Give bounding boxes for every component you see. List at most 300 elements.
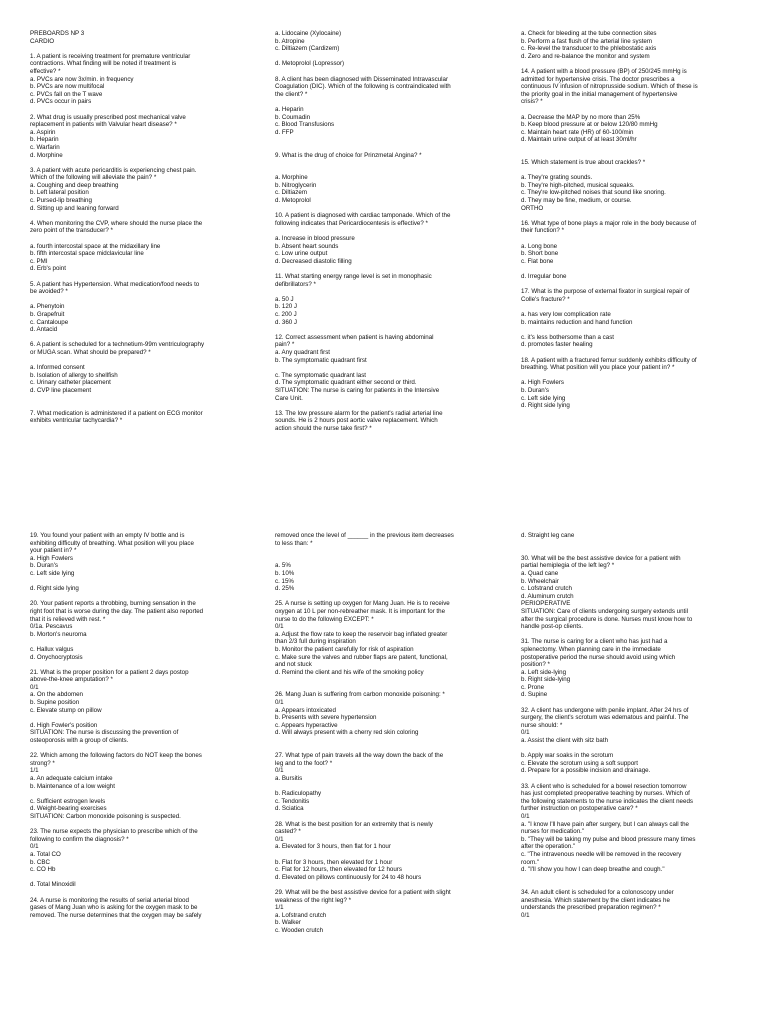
text-line: 14. A patient with a blood pressure (BP) of 250/245 mmHg is bbox=[521, 67, 687, 75]
text-line: a. An adequate calcium intake bbox=[30, 775, 113, 782]
text-line: c. Elevate the scrotum using a soft support bbox=[521, 759, 638, 767]
blank-line bbox=[521, 631, 743, 639]
text-line: a. Increase in blood pressure bbox=[275, 235, 355, 243]
blank-line bbox=[275, 326, 497, 334]
text-line: d. Metoprolol bbox=[275, 197, 311, 205]
text-line: c. Urinary catheter placement bbox=[30, 379, 111, 387]
blank-line bbox=[521, 326, 743, 334]
text-line: after the surgical procedure is done. Nurses must know how to bbox=[521, 615, 693, 623]
text-line: c. Tendonitis bbox=[275, 797, 310, 805]
text-line: 0/1 bbox=[521, 729, 530, 737]
text-line: oxygen at 10 L per non-rebreather mask. It is important for the bbox=[275, 607, 446, 615]
text-line: 18. A patient with a fractured femur suddenly exhibits difficulty of bbox=[521, 356, 697, 364]
text-line: room." bbox=[521, 858, 540, 866]
text-line: understands the prescribed preparation regimen? * bbox=[521, 904, 661, 912]
text-line: exhibits ventricular tachycardia? * bbox=[30, 417, 123, 425]
text-line: 9. What is the drug of choice for Prinzmetal Angina? * bbox=[275, 151, 422, 159]
text-line: 15. Which statement is true about crackles? * bbox=[521, 159, 646, 167]
text-line: d. They may be fine, medium, or course. bbox=[521, 197, 632, 205]
text-line: c. Flat for 12 hours, then elevated for 12 hours bbox=[275, 866, 402, 874]
blank-line bbox=[275, 167, 497, 175]
text-line: a. Check for bleeding at the tube connection sites bbox=[521, 30, 657, 37]
text-line: nurse to do the following EXCEPT: * bbox=[275, 615, 374, 623]
text-line: b. Grapefruit bbox=[30, 310, 65, 318]
text-line: d. promotes faster healing bbox=[521, 341, 593, 349]
text-line: the priority goal in the initial management of hypertensive bbox=[521, 90, 678, 98]
text-line: d. Zero and re-balance the monitor and system bbox=[521, 52, 650, 60]
text-line: c. Low urine output bbox=[275, 250, 328, 258]
blank-line bbox=[275, 288, 497, 296]
page1-column-1 bbox=[30, 30, 252, 425]
text-line: c. Diltiazem bbox=[275, 189, 307, 197]
text-line: a. Decrease the MAP by no more than 25% bbox=[521, 113, 641, 121]
text-line: action should the nurse take first? * bbox=[275, 424, 372, 432]
text-line: d. Right side lying bbox=[521, 402, 570, 410]
text-line: b. The symptomatic quadrant first bbox=[275, 356, 367, 364]
text-line: b. Left lateral position bbox=[30, 189, 89, 197]
text-line: 5. A patient has Hypertension. What medication/food needs to bbox=[30, 280, 200, 288]
text-line: Which of the following will alleviate the pain? * bbox=[30, 174, 157, 182]
text-line: a. Phenytoin bbox=[30, 303, 65, 311]
text-line: d. FFP bbox=[275, 128, 294, 136]
text-line: c. PVCs fall on the T wave bbox=[30, 90, 103, 98]
text-line: b. Apply war soaks in the scrotum bbox=[521, 752, 614, 760]
text-line: than 2/3 full during inspiration bbox=[275, 638, 356, 646]
text-line: nurses for medication." bbox=[521, 828, 585, 836]
text-line: the following statements to the nurse indicates the client needs bbox=[521, 797, 693, 805]
blank-line bbox=[275, 851, 497, 859]
text-line: 0/1 bbox=[275, 699, 284, 707]
text-line: a. Bursitis bbox=[275, 775, 303, 782]
text-line: d. Erb's point bbox=[30, 265, 66, 273]
blank-line bbox=[275, 783, 497, 791]
text-line: c. Left side lying bbox=[521, 394, 566, 402]
text-line: gases of Mang Juan who is asking for the oxygen mask to be bbox=[30, 904, 198, 912]
text-line: d. Remind the client and his wife of the smoking policy bbox=[275, 668, 424, 676]
text-line: a. Quad cane bbox=[521, 569, 559, 577]
text-line: 22. Which among the following factors do NOT keep the bones bbox=[30, 752, 202, 760]
text-line: a. has very low complication rate bbox=[521, 310, 611, 318]
text-line: be avoided? * bbox=[30, 288, 68, 296]
text-line: handle post-op clients. bbox=[521, 623, 583, 631]
text-line: c. Re-level the transducer to the phlebostatic axis bbox=[521, 45, 657, 53]
text-line: postoperative period the nurse should avoid using which bbox=[521, 653, 676, 661]
text-line: or MUGA scan. What should be prepared? * bbox=[30, 348, 151, 356]
blank-line bbox=[275, 555, 497, 563]
text-line: 24. A nurse is monitoring the results of serial arterial blood bbox=[30, 896, 189, 904]
text-line: d. Decreased diastolic filling bbox=[275, 257, 352, 265]
text-line: b. Nitroglycerin bbox=[275, 181, 317, 189]
text-line: partial hemiplegia of the left leg? * bbox=[521, 562, 615, 570]
blank-line bbox=[30, 296, 252, 304]
blank-line bbox=[275, 68, 497, 76]
text-line: c. Prone bbox=[521, 683, 545, 691]
text-line: removed once the level of ______ in the previous item decreases bbox=[275, 532, 454, 539]
text-line: SITUATION: The nurse is caring for patients in the Intensive bbox=[275, 386, 440, 394]
blank-line bbox=[30, 889, 252, 897]
text-line: following indicates that Pericardiocentesis is effective? * bbox=[275, 219, 428, 227]
text-line: c. They're low-pitched noises that sound like snoring. bbox=[521, 189, 666, 197]
blank-line bbox=[275, 737, 497, 745]
text-line: c. Flat bone bbox=[521, 257, 554, 265]
text-line: b. Walker bbox=[275, 919, 301, 927]
text-line: continuous IV infusion of nitroprusside sodium. Which of these is bbox=[521, 83, 698, 91]
text-line: c. Sufficient estrogen levels bbox=[30, 797, 106, 805]
blank-line bbox=[275, 53, 497, 61]
text-line: d. The symptomatic quadrant either second or third. bbox=[275, 379, 417, 387]
text-line: 7. What medication is administered if a patient on ECG monitor bbox=[30, 409, 203, 417]
text-line: c. Cantaloupe bbox=[30, 318, 69, 326]
text-line: b. Flat for 3 hours, then elevated for 1 hour bbox=[275, 858, 393, 866]
blank-line bbox=[521, 106, 743, 114]
text-line: c. Elevate stump on pillow bbox=[30, 706, 102, 714]
text-line: pain? * bbox=[275, 341, 295, 349]
text-line: d. Total Minoxidil bbox=[30, 881, 76, 889]
text-line: PREBOARDS NP 3 bbox=[30, 30, 85, 37]
text-line: d. Prepare for a possible incision and drainage. bbox=[521, 767, 651, 775]
text-line: b. PVCs are now multifocal bbox=[30, 83, 105, 91]
text-line: a. Lofstrand crutch bbox=[275, 911, 327, 919]
blank-line bbox=[521, 349, 743, 357]
blank-line bbox=[30, 402, 252, 410]
text-line: c. The symptomatic quadrant last bbox=[275, 371, 367, 379]
text-line: b. Supine position bbox=[30, 699, 80, 707]
page1-column-2 bbox=[275, 30, 497, 432]
text-line: d. CVP line placement bbox=[30, 386, 92, 394]
text-line: a. Adjust the flow rate to keep the reservoir bag inflated greater bbox=[275, 630, 448, 638]
text-line: your patient in? * bbox=[30, 547, 77, 555]
text-line: 0/1 bbox=[30, 683, 39, 691]
blank-line bbox=[521, 745, 743, 753]
text-line: a. Appears intoxicated bbox=[275, 706, 336, 714]
text-line: defibrillators? * bbox=[275, 280, 316, 288]
text-line: a. Elevated for 3 hours, then flat for 1 hour bbox=[275, 843, 391, 851]
text-line: d. Maintain urine output of at least 30ml/hr bbox=[521, 136, 637, 144]
text-line: 31. The nurse is caring for a client who has just had a bbox=[521, 638, 668, 646]
text-line: 23. The nurse expects the physician to prescribe which of the bbox=[30, 828, 198, 836]
text-line: 27. What type of pain travels all the way down the back of the bbox=[275, 752, 444, 760]
blank-line bbox=[521, 881, 743, 889]
text-line: further instruction on postoperative care? * bbox=[521, 805, 638, 813]
text-line: a. On the abdomen bbox=[30, 691, 83, 699]
text-line: b. Wheelchair bbox=[521, 577, 559, 585]
text-line: nurse should: * bbox=[521, 721, 563, 729]
text-line: b. Morton's neuroma bbox=[30, 630, 87, 638]
text-line: exhibiting difficulty of breathing. What position will you place bbox=[30, 539, 194, 547]
text-line: osteoporosis with a group of clients. bbox=[30, 737, 129, 745]
text-line: crisis? * bbox=[521, 98, 543, 106]
text-line: d. Antacid bbox=[30, 326, 58, 334]
blank-line bbox=[521, 212, 743, 220]
text-line: d. Onychocryptosis bbox=[30, 653, 83, 661]
text-line: d. Aluminum crutch bbox=[521, 592, 574, 600]
text-line: splenectomy. When planning care in the immediate bbox=[521, 645, 661, 653]
text-line: sounds. He is 2 hours post aortic valve replacement. Which bbox=[275, 417, 438, 425]
text-line: c. 15% bbox=[275, 577, 294, 585]
text-line: a. Heparin bbox=[275, 105, 304, 113]
text-line: d. Sciatica bbox=[275, 805, 304, 813]
blank-line bbox=[30, 106, 252, 114]
text-line: has just completed preoperative teaching by nurses. Which of bbox=[521, 790, 690, 798]
text-line: c. Hallux valgus bbox=[30, 645, 74, 653]
text-line: casted? * bbox=[275, 828, 301, 836]
text-line: 0/1 bbox=[521, 911, 530, 919]
text-line: replacement in patients with Valvular heart disease? * bbox=[30, 121, 177, 129]
blank-line bbox=[30, 235, 252, 243]
blank-line bbox=[275, 547, 497, 555]
text-line: a. Aspirin bbox=[30, 128, 56, 136]
text-line: leg and to the foot? * bbox=[275, 759, 333, 767]
text-line: a. Lidocaine (Xylocaine) bbox=[275, 30, 342, 37]
text-line: b. Radiculopathy bbox=[275, 790, 322, 798]
text-line: a. Total CO bbox=[30, 850, 61, 858]
page2-column-2 bbox=[275, 532, 497, 934]
blank-line bbox=[275, 144, 497, 152]
document-page-2 bbox=[0, 512, 768, 1024]
text-line: a. Any quadrant first bbox=[275, 348, 331, 356]
text-line: surgery, the client's scrotum was edematous and painful. The bbox=[521, 714, 689, 722]
text-line: a. Morphine bbox=[275, 174, 308, 182]
text-line: b. Right side-lying bbox=[521, 676, 571, 684]
text-line: SITUATION: The nurse is discussing the prevention of bbox=[30, 729, 179, 737]
blank-line bbox=[275, 881, 497, 889]
blank-line bbox=[521, 540, 743, 548]
blank-line bbox=[30, 159, 252, 167]
page1-column-3 bbox=[521, 30, 743, 410]
text-line: b. Absent heart sounds bbox=[275, 242, 339, 250]
blank-line bbox=[521, 699, 743, 707]
blank-line bbox=[30, 357, 252, 365]
text-line: SITUATION: Care of clients undergoing surgery extends until bbox=[521, 607, 689, 615]
blank-line bbox=[30, 334, 252, 342]
blank-line bbox=[275, 159, 497, 167]
text-line: c. Maintain heart rate (HR) of 60-100/min bbox=[521, 128, 634, 136]
blank-line bbox=[521, 60, 743, 68]
text-line: c. Pursed-lip breathing bbox=[30, 197, 92, 205]
text-line: 10. A patient is diagnosed with cardiac tamponade. Which of the bbox=[275, 212, 451, 220]
text-line: b. Heparin bbox=[30, 136, 59, 144]
blank-line bbox=[30, 273, 252, 281]
text-line: b. CBC bbox=[30, 858, 50, 866]
blank-line bbox=[521, 303, 743, 311]
text-line: d. Supine bbox=[521, 691, 548, 699]
text-line: 20. Your patient reports a throbbing, burning sensation in the bbox=[30, 600, 196, 608]
text-line: position? * bbox=[521, 661, 550, 669]
blank-line bbox=[30, 578, 252, 586]
text-line: c. 200 J bbox=[275, 310, 297, 318]
text-line: a. Informed consent bbox=[30, 364, 85, 372]
text-line: b. Atropine bbox=[275, 37, 305, 45]
text-line: 17. What is the purpose of external fixator in surgical repair of bbox=[521, 288, 690, 296]
blank-line bbox=[275, 593, 497, 601]
text-line: ORTHO bbox=[521, 204, 544, 212]
text-line: 6. A patient is scheduled for a technetium-99m ventriculography bbox=[30, 341, 205, 349]
text-line: 29. What will be the best assistive device for a patient with slight bbox=[275, 888, 451, 896]
text-line: d. 360 J bbox=[275, 318, 298, 326]
page2-column-1 bbox=[30, 532, 252, 919]
text-line: that it is relieved with rest. * bbox=[30, 615, 106, 623]
blank-line bbox=[30, 790, 252, 798]
text-line: 0/1a. Pescavus bbox=[30, 623, 73, 631]
blank-line bbox=[30, 395, 252, 403]
text-line: after the operation." bbox=[521, 843, 576, 851]
text-line: d. Straight leg cane bbox=[521, 532, 575, 539]
text-line: weakness of the right leg? * bbox=[275, 896, 352, 904]
text-line: d. Sitting up and leaning forward bbox=[30, 204, 119, 212]
text-line: to less than: * bbox=[275, 539, 313, 547]
text-line: a. High Fowlers bbox=[521, 379, 564, 387]
text-line: 33. A client who is scheduled for a bowel resection tomorrow bbox=[521, 782, 687, 790]
blank-line bbox=[521, 372, 743, 380]
blank-line bbox=[275, 98, 497, 106]
text-line: 4. When monitoring the CVP, where should the nurse place the bbox=[30, 219, 203, 227]
text-line: zero point of the transducer? * bbox=[30, 227, 113, 235]
text-line: 1/1 bbox=[30, 767, 39, 775]
text-line: d. Metoprolol (Lopressor) bbox=[275, 60, 345, 68]
text-line: b. They're high-pitched, musical squeaks. bbox=[521, 181, 635, 189]
text-line: a. "I know I'll have pain after surgery, but I can always call the bbox=[521, 820, 690, 828]
blank-line bbox=[275, 676, 497, 684]
text-line: d. 25% bbox=[275, 585, 295, 593]
text-line: 21. What is the proper position for a patient 2 days postop bbox=[30, 668, 189, 676]
text-line: c. Make sure the valves and rubber flaps are patent, functional, bbox=[275, 653, 448, 661]
text-line: c. Blood Transfusions bbox=[275, 121, 335, 129]
text-line: 25. A nurse is setting up oxygen for Mang Juan. He is to receive bbox=[275, 600, 450, 608]
text-line: b. Isolation of allergy to shellfish bbox=[30, 371, 118, 379]
blank-line bbox=[275, 205, 497, 213]
text-line: 8. A client has been diagnosed with Disseminated Intravascular bbox=[275, 75, 449, 83]
text-line: b. 10% bbox=[275, 569, 295, 577]
text-line: a. Long bone bbox=[521, 242, 558, 250]
blank-line bbox=[275, 745, 497, 753]
text-line: d. High Fowler's position bbox=[30, 721, 98, 729]
text-line: 1. A patient is receiving treatment for premature ventricular bbox=[30, 52, 191, 60]
text-line: right foot that is worse during the day. The patient also reported bbox=[30, 607, 204, 615]
text-line: a. Assist the client with sitz bath bbox=[521, 737, 609, 745]
text-line: 2. What drug is usually prescribed post mechanical valve bbox=[30, 113, 186, 121]
text-line: Colle's fracture? * bbox=[521, 295, 570, 303]
text-line: a. 5% bbox=[275, 562, 291, 570]
text-line: a. Coughing and deep breathing bbox=[30, 181, 119, 189]
text-line: b. Short bone bbox=[521, 250, 559, 258]
blank-line bbox=[521, 281, 743, 289]
text-line: and not stuck bbox=[275, 661, 312, 669]
text-line: above-the-knee amputation? * bbox=[30, 676, 113, 684]
blank-line bbox=[521, 144, 743, 152]
blank-line bbox=[30, 661, 252, 669]
text-line: Coagulation (DIC). Which of the following is contraindicated with bbox=[275, 83, 451, 91]
text-line: 28. What is the best position for an extremity that is newly bbox=[275, 820, 433, 828]
text-line: b. "They will be taking my pulse and blood pressure many times bbox=[521, 835, 696, 843]
blank-line bbox=[275, 136, 497, 144]
blank-line bbox=[30, 714, 252, 722]
text-line: their function? * bbox=[521, 227, 564, 235]
text-line: b. Coumadin bbox=[275, 113, 311, 121]
blank-line bbox=[521, 874, 743, 882]
blank-line bbox=[30, 638, 252, 646]
text-line: CARDIO bbox=[30, 37, 55, 45]
text-line: contractions. What finding will be noted if treatment is bbox=[30, 60, 177, 68]
text-line: c. Left side lying bbox=[30, 569, 75, 577]
text-line: 0/1 bbox=[30, 843, 39, 851]
text-line: 0/1 bbox=[275, 835, 284, 843]
text-line: 0/1 bbox=[521, 812, 530, 820]
blank-line bbox=[275, 684, 497, 692]
text-line: 34. An adult client is scheduled for a colonoscopy under bbox=[521, 888, 674, 896]
blank-line bbox=[521, 265, 743, 273]
blank-line bbox=[275, 402, 497, 410]
text-line: c. Lofstrand crutch bbox=[521, 585, 572, 593]
blank-line bbox=[521, 775, 743, 783]
text-line: d. Elevated on pillows continuously for 24 to 48 hours bbox=[275, 873, 422, 881]
text-line: the client? * bbox=[275, 90, 308, 98]
text-line: 0/1 bbox=[275, 623, 284, 631]
blank-line bbox=[30, 821, 252, 829]
text-line: b. Perform a fast flush of the arterial line system bbox=[521, 37, 653, 45]
blank-line bbox=[30, 45, 252, 53]
text-line: following to confirm the diagnosis? * bbox=[30, 835, 129, 843]
text-line: d. Will always present with a cherry red skin coloring bbox=[275, 729, 419, 737]
text-line: d. Irregular bone bbox=[521, 273, 567, 280]
text-line: SITUATION: Carbon monoxide poisoning is suspected. bbox=[30, 812, 181, 820]
text-line: breathing. What position will you place your patient in? * bbox=[521, 364, 675, 372]
text-line: a. 50 J bbox=[275, 295, 294, 303]
text-line: 26. Mang Juan is suffering from carbon monoxide poisoning: * bbox=[275, 691, 445, 699]
text-line: c. PMI bbox=[30, 257, 48, 265]
blank-line bbox=[521, 235, 743, 243]
text-line: c. CO Hb bbox=[30, 866, 56, 874]
text-line: 30. What will be the best assistive device for a patient with bbox=[521, 554, 681, 562]
blank-line bbox=[30, 593, 252, 601]
text-line: 32. A client has undergone with penile implant. After 24 hrs of bbox=[521, 706, 689, 714]
text-line: 1/1 bbox=[275, 904, 284, 912]
text-line: b. 120 J bbox=[275, 303, 298, 311]
text-line: a. PVCs are now 3x/min. in frequency bbox=[30, 75, 134, 83]
text-line: d. "I'll show you how I can deep breathe and cough." bbox=[521, 866, 665, 874]
text-line: c. Warfarin bbox=[30, 143, 60, 151]
text-line: c. Appears hyperactive bbox=[275, 721, 338, 729]
text-line: a. fourth intercostal space at the midaxillary line bbox=[30, 242, 161, 250]
text-line: d. Right side lying bbox=[30, 585, 79, 593]
page2-column-3 bbox=[521, 532, 743, 919]
text-line: a. Left side-lying bbox=[521, 668, 567, 676]
text-line: c. it's less bothersome than a cast bbox=[521, 333, 615, 341]
blank-line bbox=[521, 167, 743, 175]
text-line: PERIOPERATIVE bbox=[521, 600, 571, 608]
text-line: b. Duran's bbox=[30, 562, 59, 570]
text-line: strong? * bbox=[30, 759, 55, 767]
text-line: b. fifth intercostal space midclavicular line bbox=[30, 250, 144, 258]
text-line: 0/1 bbox=[275, 767, 284, 775]
text-line: Care Unit. bbox=[275, 394, 303, 402]
text-line: b. Duran's bbox=[521, 386, 550, 394]
blank-line bbox=[275, 364, 497, 372]
text-line: d. Weight-bearing exercises bbox=[30, 805, 107, 813]
text-line: removed. The nurse determines that the oxygen may be safely bbox=[30, 911, 202, 919]
text-line: 19. You found your patient with an empty IV bottle and is bbox=[30, 532, 185, 539]
blank-line bbox=[275, 227, 497, 235]
text-line: c. Wooden crutch bbox=[275, 926, 324, 934]
text-line: d. PVCs occur in pairs bbox=[30, 98, 92, 106]
text-line: 12. Correct assessment when patient is having abdominal bbox=[275, 333, 434, 341]
blank-line bbox=[30, 874, 252, 882]
blank-line bbox=[30, 745, 252, 753]
text-line: admitted for hypertensive crisis. The doctor prescribes a bbox=[521, 75, 675, 83]
text-line: b. Presents with severe hypertension bbox=[275, 714, 377, 722]
text-line: 11. What starting energy range level is set in monophasic bbox=[275, 273, 432, 280]
text-line: c. Diltiazem (Cardizem) bbox=[275, 45, 340, 53]
blank-line bbox=[275, 265, 497, 273]
